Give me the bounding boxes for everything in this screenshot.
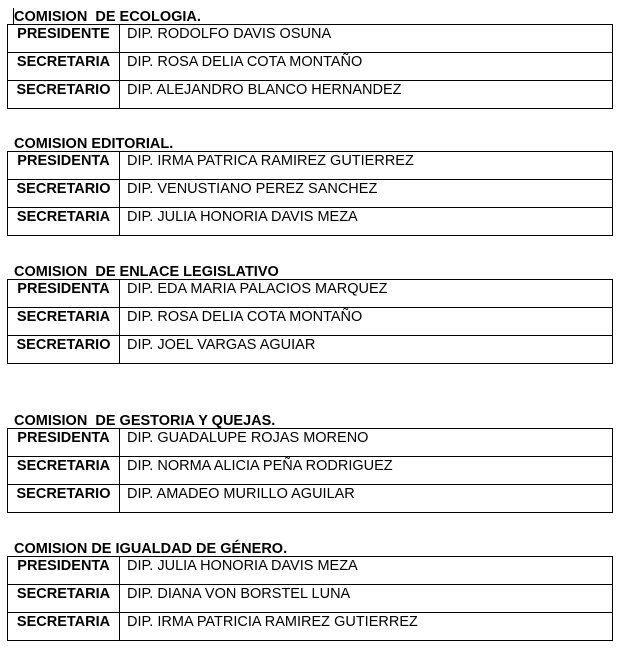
table-row (8, 557, 613, 585)
commission-ecologia (7, 10, 613, 109)
table-row (8, 336, 613, 364)
name-cell: DIP. NORMA ALICIA PEÑA RODRIGUEZ (120, 457, 613, 485)
members-table (7, 556, 613, 641)
table-row (8, 81, 613, 109)
name-cell: DIP. JOEL VARGAS AGUIAR (120, 336, 613, 364)
role-cell: PRESIDENTA (8, 429, 120, 457)
role-cell: PRESIDENTA (8, 152, 120, 180)
members-table (7, 24, 613, 109)
name-cell: DIP. IRMA PATRICA RAMIREZ GUTIERREZ (120, 152, 613, 180)
table-row (8, 280, 613, 308)
role-cell: SECRETARIO (8, 180, 120, 208)
commission-title: COMISION DE GESTORIA Y QUEJAS. (14, 413, 276, 429)
members-table (7, 428, 613, 513)
name-cell: DIP. VENUSTIANO PEREZ SANCHEZ (120, 180, 613, 208)
name-cell: DIP. ROSA DELIA COTA MONTAÑO (120, 53, 613, 81)
name-cell: DIP. JULIA HONORIA DAVIS MEZA (120, 557, 613, 585)
role-cell: PRESIDENTE (8, 25, 120, 53)
commission-igualdad-genero (7, 542, 613, 641)
table-row (8, 308, 613, 336)
table-row (8, 208, 613, 236)
role-cell: SECRETARIA (8, 308, 120, 336)
table-row (8, 457, 613, 485)
members-table (7, 279, 613, 364)
role-cell: SECRETARIO (8, 485, 120, 513)
commission-title: COMISION DE ECOLOGIA. (14, 9, 201, 25)
name-cell: DIP. ROSA DELIA COTA MONTAÑO (120, 308, 613, 336)
table-row (8, 152, 613, 180)
name-cell: DIP. IRMA PATRICIA RAMIREZ GUTIERREZ (120, 613, 613, 641)
name-cell: DIP. ALEJANDRO BLANCO HERNANDEZ (120, 81, 613, 109)
members-table (7, 151, 613, 236)
name-cell: DIP. DIANA VON BORSTEL LUNA (120, 585, 613, 613)
commission-editorial (7, 137, 613, 236)
role-cell: PRESIDENTA (8, 557, 120, 585)
name-cell: DIP. EDA MARIA PALACIOS MARQUEZ (120, 280, 613, 308)
commission-gestoria-quejas (7, 414, 613, 513)
name-cell: DIP. JULIA HONORIA DAVIS MEZA (120, 208, 613, 236)
table-row (8, 613, 613, 641)
name-cell: DIP. GUADALUPE ROJAS MORENO (120, 429, 613, 457)
table-row (8, 25, 613, 53)
table-row (8, 585, 613, 613)
table-row (8, 180, 613, 208)
role-cell: SECRETARIA (8, 585, 120, 613)
commission-enlace-legislativo (7, 265, 613, 364)
commission-title: COMISION DE IGUALDAD DE GÉNERO. (14, 541, 288, 557)
commission-title: COMISION EDITORIAL. (14, 136, 174, 152)
name-cell: DIP. AMADEO MURILLO AGUILAR (120, 485, 613, 513)
commission-title: COMISION DE ENLACE LEGISLATIVO (14, 264, 279, 280)
role-cell: SECRETARIA (8, 613, 120, 641)
table-row (8, 429, 613, 457)
role-cell: SECRETARIO (8, 336, 120, 364)
table-row (8, 485, 613, 513)
role-cell: SECRETARIA (8, 208, 120, 236)
role-cell: PRESIDENTA (8, 280, 120, 308)
role-cell: SECRETARIA (8, 53, 120, 81)
role-cell: SECRETARIO (8, 81, 120, 109)
table-row (8, 53, 613, 81)
name-cell: DIP. RODOLFO DAVIS OSUNA (120, 25, 613, 53)
role-cell: SECRETARIA (8, 457, 120, 485)
